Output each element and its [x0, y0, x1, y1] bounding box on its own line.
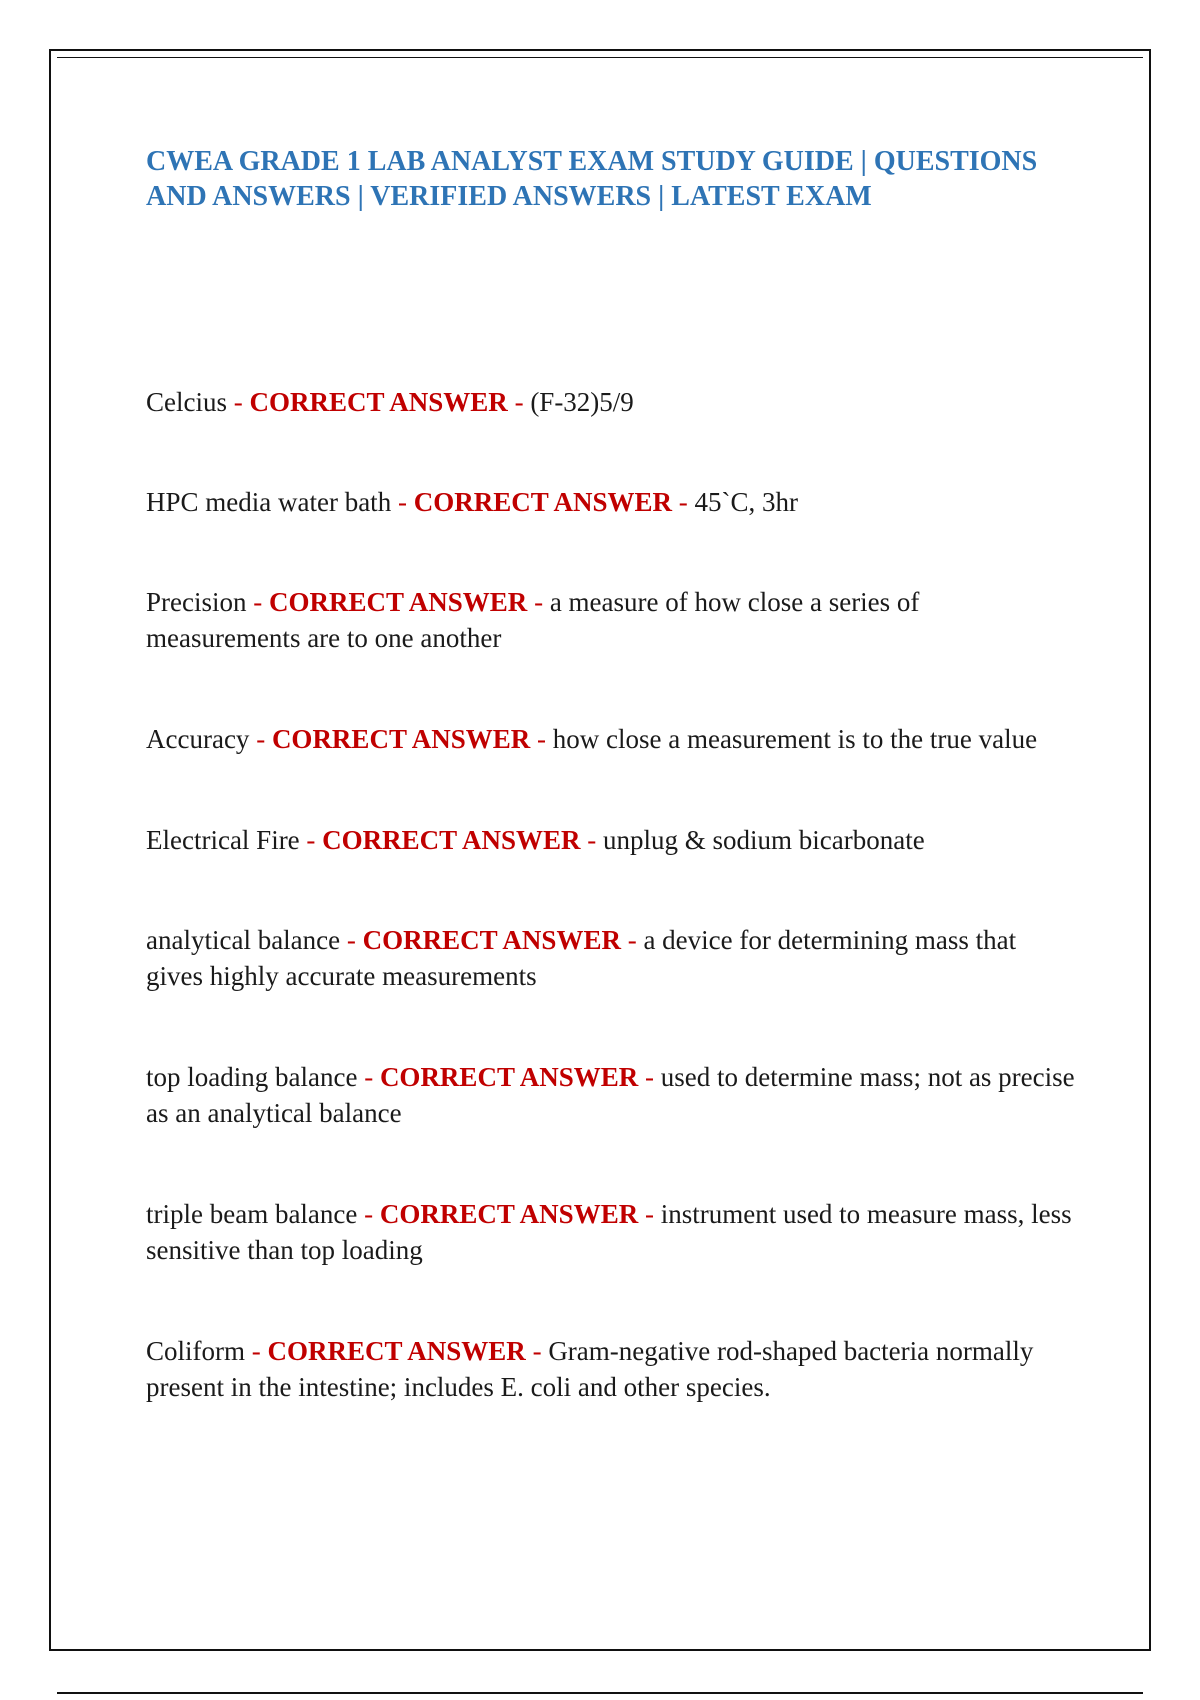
qa-term: Precision [146, 587, 247, 617]
qa-item [146, 1196, 1076, 1268]
correct-answer-label: CORRECT ANSWER [322, 825, 581, 855]
qa-item [146, 922, 1076, 994]
qa-separator: - [397, 487, 407, 517]
qa-separator: - [534, 587, 544, 617]
page-top-rule [57, 57, 1143, 58]
qa-answer: (F-32)5/9 [530, 387, 634, 417]
qa-separator: - [644, 1199, 654, 1229]
qa-term: triple beam balance [146, 1199, 358, 1229]
qa-answer: used to determine mass; not as precise as an analytical balance [146, 1062, 1075, 1128]
qa-answer: how close a measurement is to the true value [552, 724, 1038, 754]
qa-separator: - [645, 1062, 654, 1092]
qa-term: HPC media water bath [146, 487, 392, 517]
qa-answer: a measure of how close a series of measurements are to one another [146, 587, 920, 653]
qa-item [146, 721, 1076, 757]
correct-answer-label: CORRECT ANSWER [413, 487, 673, 517]
qa-separator: - [364, 1199, 374, 1229]
qa-term: Coliform [146, 1336, 245, 1366]
qa-separator: - [587, 825, 597, 855]
correct-answer-label: CORRECT ANSWER [249, 387, 508, 417]
qa-answer: 45`C, 3hr [694, 487, 799, 517]
qa-term: Accuracy [146, 724, 250, 754]
qa-item [146, 822, 1076, 858]
qa-separator: - [306, 825, 316, 855]
qa-term: analytical balance [146, 925, 341, 955]
footer-rule [57, 1692, 1143, 1694]
qa-separator: - [364, 1062, 374, 1092]
qa-answer: instrument used to measure mass, less sensitive than top loading [146, 1199, 1072, 1265]
qa-separator: - [233, 387, 243, 417]
qa-separator: - [253, 587, 263, 617]
correct-answer-label: CORRECT ANSWER [269, 587, 528, 617]
qa-answer: a device for determining mass that gives highly accurate measurements [146, 925, 1017, 991]
qa-item [146, 1059, 1076, 1131]
qa-item [146, 584, 1076, 656]
qa-separator: - [532, 1336, 542, 1366]
qa-term: Celcius [146, 387, 227, 417]
qa-item [146, 484, 1076, 520]
correct-answer-label: CORRECT ANSWER [379, 1199, 639, 1229]
qa-separator: - [256, 724, 266, 754]
qa-answer: Gram-negative rod-shaped bacteria normally present in the intestine; includes E. coli and other species. [146, 1336, 1034, 1402]
qa-separator: - [346, 925, 356, 955]
correct-answer-label: CORRECT ANSWER [271, 724, 531, 754]
correct-answer-label: CORRECT ANSWER [267, 1336, 526, 1366]
correct-answer-label: CORRECT ANSWER [362, 925, 621, 955]
qa-item [146, 384, 1076, 420]
qa-separator: - [537, 724, 546, 754]
correct-answer-label: CORRECT ANSWER [379, 1062, 639, 1092]
qa-answer: unplug & sodium bicarbonate [602, 825, 925, 855]
qa-item [146, 1333, 1076, 1405]
qa-term: Electrical Fire [146, 825, 300, 855]
qa-separator: - [251, 1336, 261, 1366]
qa-list [146, 384, 1076, 1470]
qa-separator: - [678, 487, 688, 517]
qa-separator: - [514, 387, 524, 417]
document-title: CWEA GRADE 1 LAB ANALYST EXAM STUDY GUIDE | QUESTIONS AND ANSWERS | VERIFIED ANSWERS | LATEST EXAM [146, 146, 1038, 212]
qa-separator: - [627, 925, 637, 955]
qa-term: top loading balance [146, 1062, 358, 1092]
